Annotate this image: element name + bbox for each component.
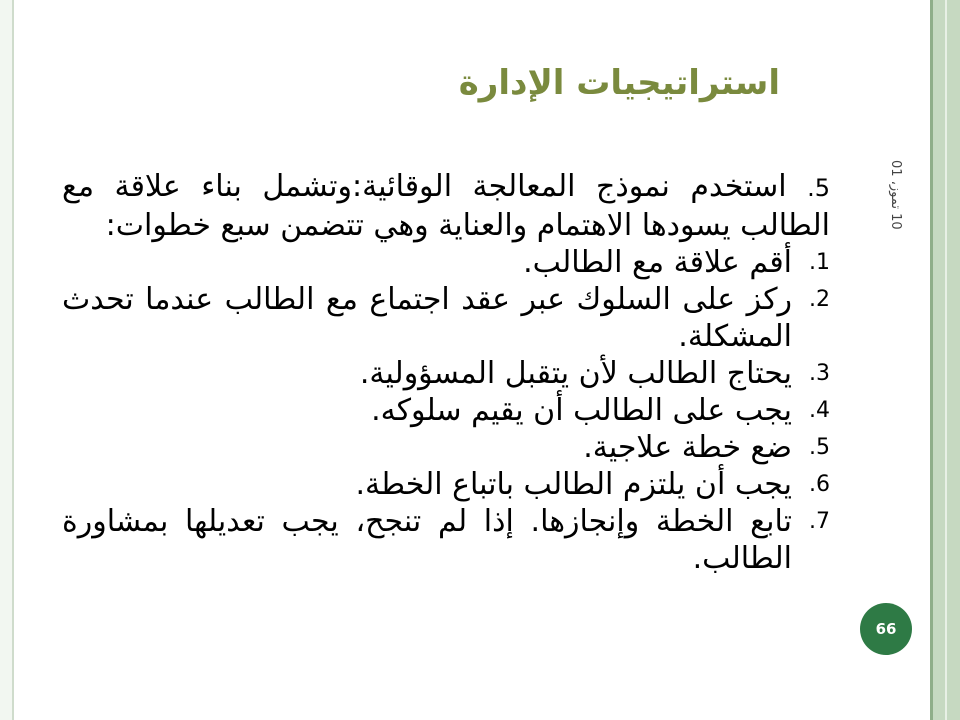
step-number: 4. xyxy=(809,398,830,423)
step-number: 5. xyxy=(809,435,830,460)
step-number: 2. xyxy=(809,287,830,312)
intro-text: استخدم نموذج المعالجة الوقائية:وتشمل بناء علاقة مع الطالب يسودها الاهتمام والعناية وهي تتضمن سبع خطوات: xyxy=(62,169,830,243)
list-item xyxy=(62,503,830,577)
intro-number: 5. xyxy=(807,174,830,202)
date-label: 10 تموز، 01 xyxy=(888,160,903,230)
list-item xyxy=(62,244,830,281)
step-text: ضع خطة علاجية. xyxy=(583,430,792,465)
list-item xyxy=(62,466,830,503)
step-text: تابع الخطة وإنجازها. إذا لم تنجح، يجب تعديلها بمشاورة الطالب. xyxy=(62,504,792,576)
step-text: يحتاج الطالب لأن يتقبل المسؤولية. xyxy=(359,356,792,391)
steps-list xyxy=(62,244,830,577)
step-number: 3. xyxy=(809,361,830,386)
list-item xyxy=(62,281,830,355)
list-item xyxy=(62,429,830,466)
step-text: يجب على الطالب أن يقيم سلوكه. xyxy=(371,393,792,428)
step-number: 6. xyxy=(809,472,830,497)
step-text: يجب أن يلتزم الطالب باتباع الخطة. xyxy=(355,467,792,502)
page-number-badge: 66 xyxy=(860,603,912,655)
step-number: 1. xyxy=(809,250,830,275)
right-frame-line xyxy=(930,0,933,720)
step-number: 7. xyxy=(809,509,830,534)
intro-paragraph xyxy=(62,168,830,244)
left-frame-border xyxy=(0,0,14,720)
list-item xyxy=(62,355,830,392)
slide-content xyxy=(62,168,830,577)
step-text: ركز على السلوك عبر عقد اجتماع مع الطالب عندما تحدث المشكلة. xyxy=(62,282,792,354)
slide-title: استراتيجيات الإدارة xyxy=(458,63,780,103)
step-text: أقم علاقة مع الطالب. xyxy=(523,245,792,280)
right-frame-highlight xyxy=(945,0,947,720)
list-item xyxy=(62,392,830,429)
